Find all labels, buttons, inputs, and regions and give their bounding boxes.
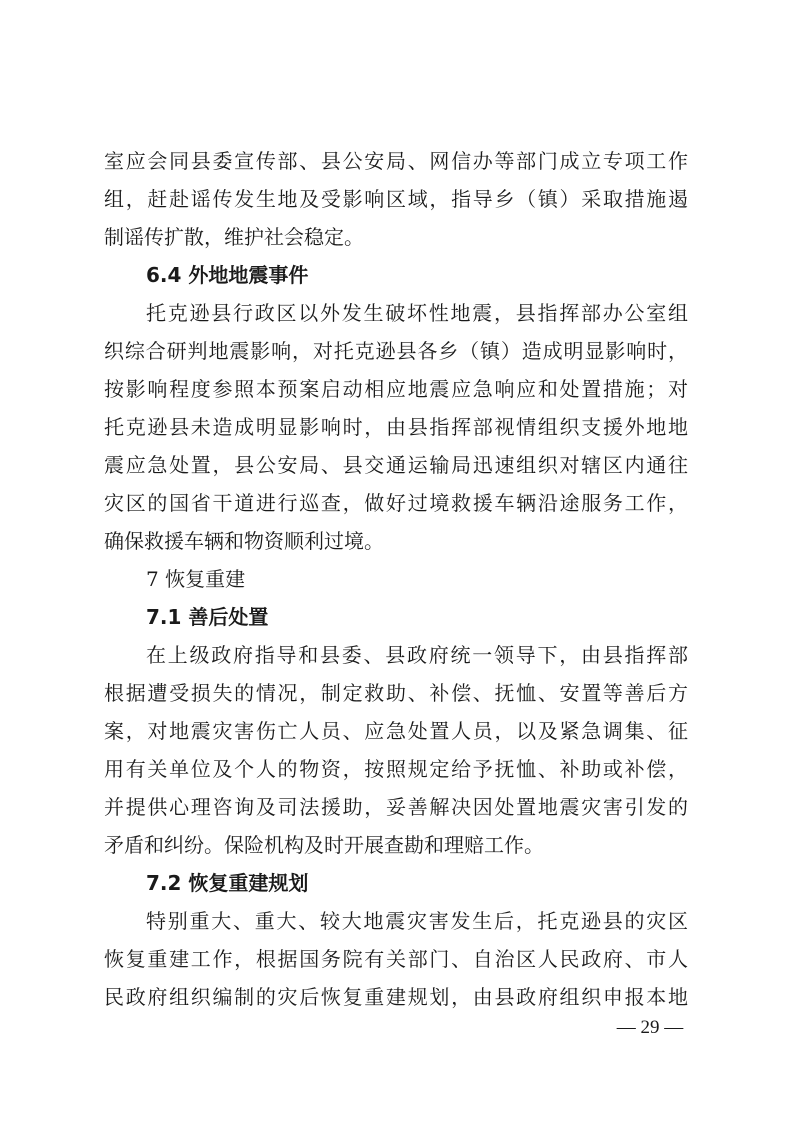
paragraph-line: 灾区的国省干道进行巡查，做好过境救援车辆沿途服务工作， bbox=[104, 491, 688, 515]
section-heading-7-2: 7.2 恢复重建规划 bbox=[146, 871, 309, 895]
page-number: — 29 — bbox=[616, 1017, 684, 1038]
paragraph-line: 用有关单位及个人的物资，按照规定给予抚恤、补助或补偿， bbox=[104, 757, 688, 781]
paragraph-line: 托克逊县未造成明显影响时，由县指挥部视情组织支援外地地 bbox=[104, 415, 688, 439]
paragraph-line: 室应会同县委宣传部、县公安局、网信办等部门成立专项工作 bbox=[104, 149, 688, 173]
paragraph-line: 特别重大、重大、较大地震灾害发生后，托克逊县的灾区 bbox=[146, 909, 688, 933]
paragraph-line: 托克逊县行政区以外发生破坏性地震，县指挥部办公室组 bbox=[146, 301, 688, 325]
paragraph-line: 并提供心理咨询及司法援助，妥善解决因处置地震灾害引发的 bbox=[104, 795, 688, 819]
paragraph-line: 织综合研判地震影响，对托克逊县各乡（镇）造成明显影响时， bbox=[104, 339, 688, 363]
section-heading-7: 7 恢复重建 bbox=[146, 567, 246, 591]
paragraph-line: 案，对地震灾害伤亡人员、应急处置人员，以及紧急调集、征 bbox=[104, 719, 688, 743]
paragraph-line: 震应急处置，县公安局、县交通运输局迅速组织对辖区内通往 bbox=[104, 453, 688, 477]
paragraph-line: 矛盾和纠纷。保险机构及时开展查勘和理赔工作。 bbox=[104, 833, 544, 857]
paragraph-line: 确保救援车辆和物资顺利过境。 bbox=[104, 529, 384, 553]
paragraph-line: 根据遭受损失的情况，制定救助、补偿、抚恤、安置等善后方 bbox=[104, 681, 688, 705]
paragraph-line: 按影响程度参照本预案启动相应地震应急响应和处置措施；对 bbox=[104, 377, 688, 401]
paragraph-line: 恢复重建工作，根据国务院有关部门、自治区人民政府、市人 bbox=[104, 947, 688, 971]
paragraph-line: 制谣传扩散，维护社会稳定。 bbox=[104, 225, 364, 249]
paragraph-line: 民政府组织编制的灾后恢复重建规划，由县政府组织申报本地 bbox=[104, 985, 688, 1009]
section-heading-6-4: 6.4 外地地震事件 bbox=[146, 263, 309, 287]
section-heading-7-1: 7.1 善后处置 bbox=[146, 605, 269, 629]
paragraph-line: 在上级政府指导和县委、县政府统一领导下，由县指挥部 bbox=[146, 643, 688, 667]
paragraph-line: 组，赶赴谣传发生地及受影响区域，指导乡（镇）采取措施遏 bbox=[104, 187, 688, 211]
